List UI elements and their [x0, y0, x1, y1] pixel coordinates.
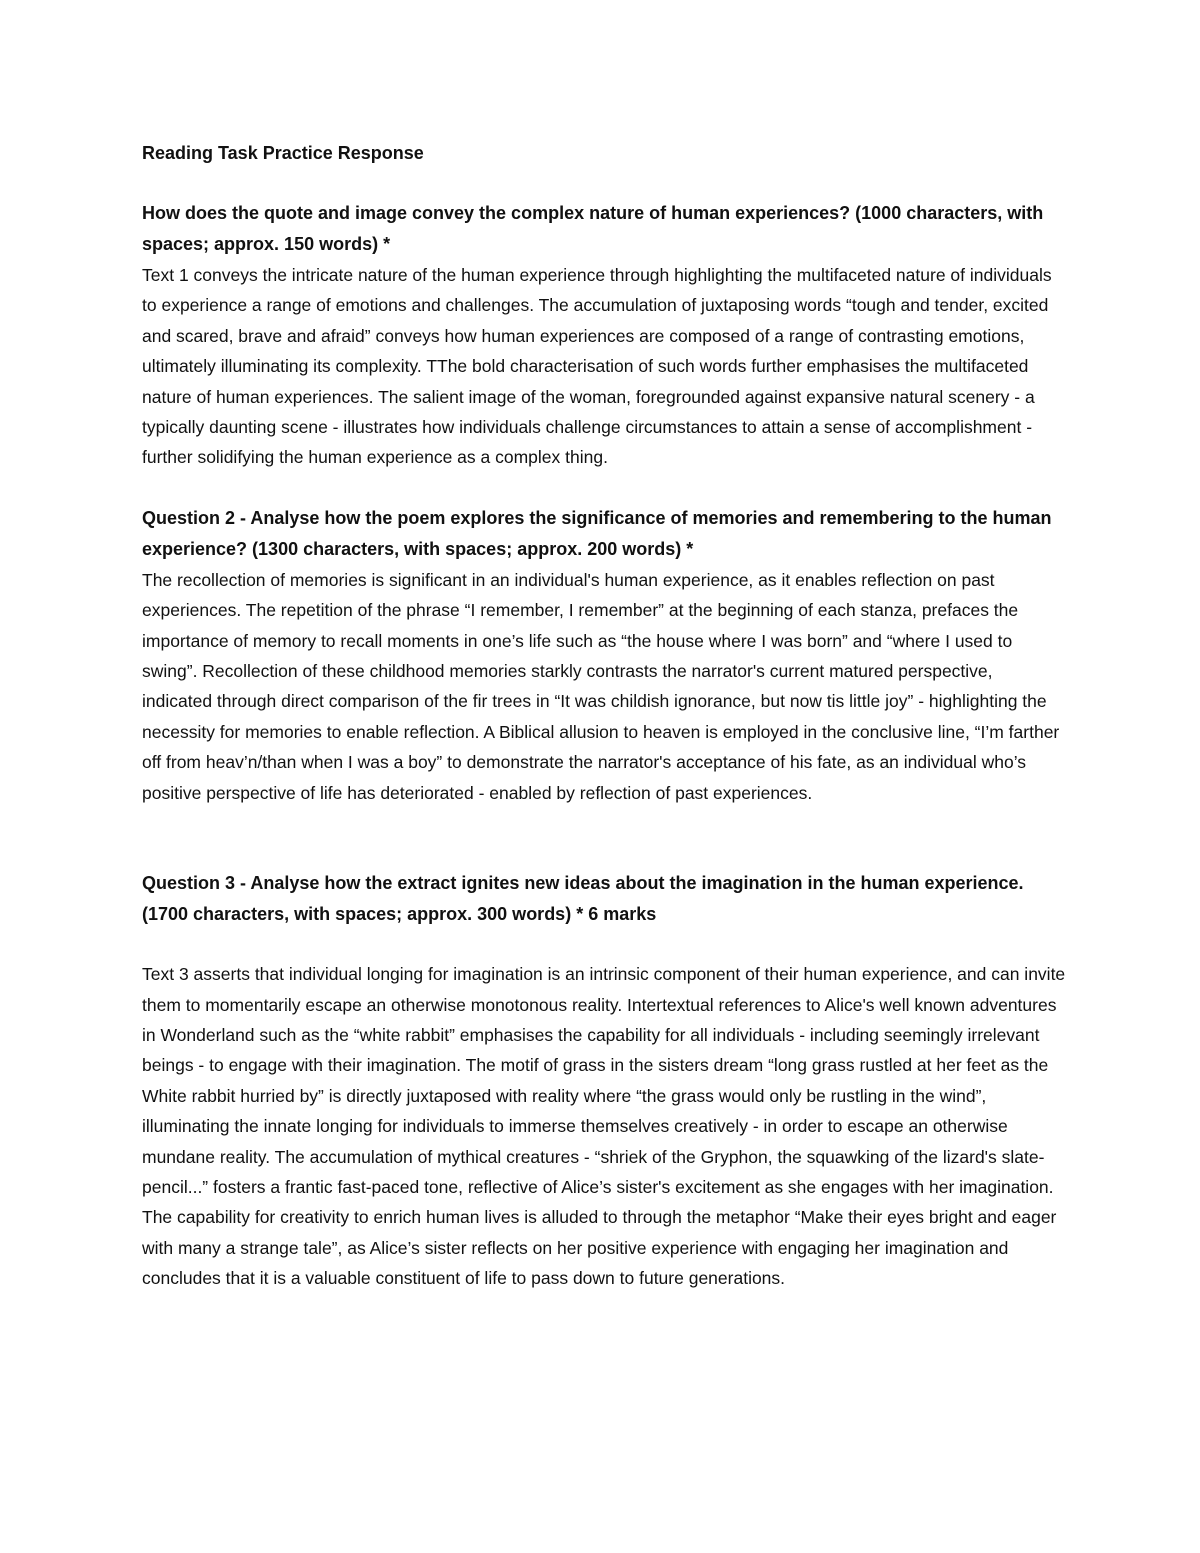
- answer-3-text: Text 3 asserts that individual longing for imagination is an intrinsic component of their human experience, and can invite them to momentarily escape an otherwise monotonous reality. Intertextual references to Alice's well known adventures in Wonderland such as the “white rabbit” emphasises the capability for all individuals - including seemingly irrelevant beings - to engage with their imagination. The motif of grass in the sisters dream “long grass rustled at her feet as the White rabbit hurried by” is directly juxtaposed with reality where “the grass would only be rustling in the wind”, illuminating the innate longing for individuals to immerse themselves creatively - in order to escape an otherwise mundane reality. The accumulation of mythical creatures - “shriek of the Gryphon, the squawking of the lizard's slate-pencil...” fosters a frantic fast-paced tone, reflective of Alice’s sister's excitement as she engages with her imagination. The capability for creativity to enrich human lives is alluded to through the metaphor “Make their eyes bright and eager with many a strange tale”, as Alice’s sister reflects on her positive experience with engaging her imagination and concludes that it is a valuable constituent of life to pass down to future generations.: [142, 964, 1066, 1289]
- answer-2-text: The recollection of memories is significant in an individual's human experience, as it enables reflection on past experiences. The repetition of the phrase “I remember, I remember” at the beginning of each stanza, prefaces the importance of memory to recall moments in one’s life such as “the house where I was born” and “where I used to swing”. Recollection of these childhood memories starkly contrasts the narrator's current matured perspective, indicated through direct comparison of the fir trees in “It was childish ignorance, but now tis little joy” - highlighting the necessity for memories to enable reflection. A Biblical allusion to heaven is employed in the conclusive line, “I’m farther off from heav’n/than when I was a boy” to demonstrate the narrator's acceptance of his fate, as an individual who’s positive perspective of life has deteriorated - enabled by reflection of past experiences.: [142, 569, 1060, 803]
- section-1: [142, 198, 1067, 473]
- document-page: [142, 138, 1067, 1294]
- section-2: [142, 503, 1067, 808]
- section-3: [142, 868, 1067, 1293]
- question-3-heading: Question 3 - Analyse how the extract ignites new ideas about the imagination in the human experience. (1700 characters, with spaces; approx. 300 words) * 6 marks: [142, 873, 1024, 925]
- document-title: Reading Task Practice Response: [142, 143, 424, 163]
- answer-1-text: Text 1 conveys the intricate nature of the human experience through highlighting the multifaceted nature of individuals to experience a range of emotions and challenges. The accumulation of juxtaposing words “tough and tender, excited and scared, brave and afraid” conveys how human experiences are composed of a range of contrasting emotions, ultimately illuminating its complexity. TThe bold characterisation of such words further emphasises the multifaceted nature of human experiences. The salient image of the woman, foregrounded against expansive natural scenery - a typically daunting scene - illustrates how individuals challenge circumstances to attain a sense of accomplishment - further solidifying the human experience as a complex thing.: [142, 265, 1052, 468]
- paragraph-spacer: [142, 473, 1067, 503]
- paragraph-spacer: [142, 808, 1067, 868]
- question-2-heading: Question 2 - Analyse how the poem explores the significance of memories and remembering to the human experience? (1300 characters, with spaces; approx. 200 words) *: [142, 507, 1052, 559]
- question-1-heading: How does the quote and image convey the complex nature of human experiences? (1000 characters, with spaces; approx. 150 words) *: [142, 203, 1044, 254]
- paragraph-spacer: [142, 930, 1067, 959]
